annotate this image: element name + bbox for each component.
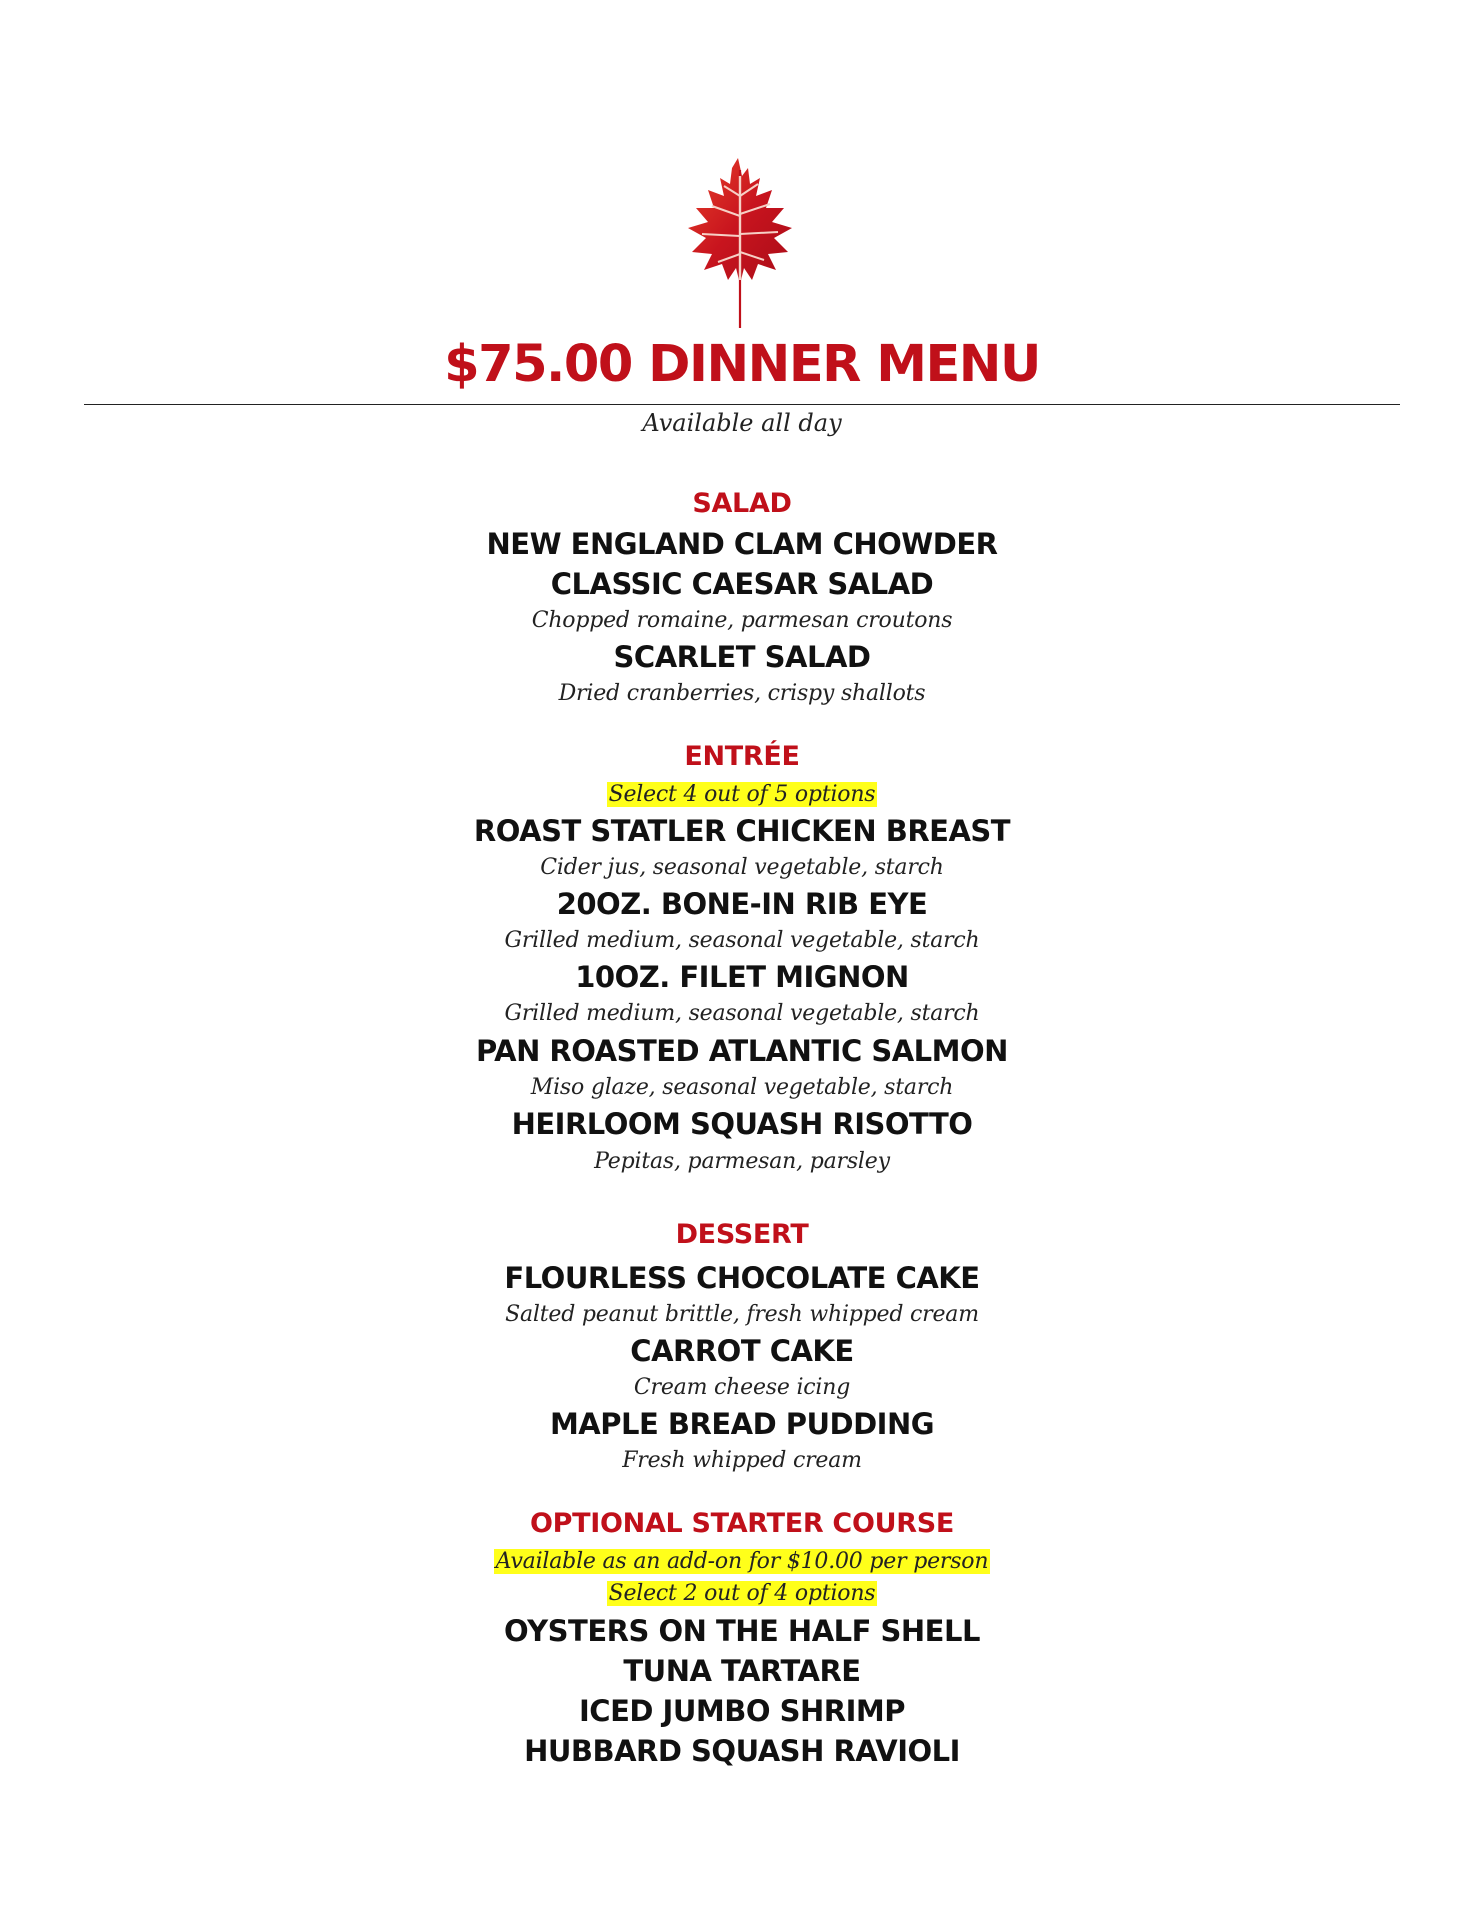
dessert-item-chocolate-cake: FLOURLESS CHOCOLATE CAKE	[504, 1261, 980, 1295]
salad-heading: SALAD	[692, 488, 792, 519]
red-oak-leaf-icon	[680, 156, 800, 331]
entree-item-risotto-desc: Pepitas, parmesan, parsley	[594, 1149, 890, 1174]
menu-title: $75.00 DINNER MENU	[444, 335, 1040, 394]
dessert-item-carrot-cake: CARROT CAKE	[630, 1334, 854, 1368]
entree-item-filet: 10OZ. FILET MIGNON	[575, 960, 909, 994]
entree-item-risotto: HEIRLOOM SQUASH RISOTTO	[511, 1107, 973, 1141]
starter-heading: OPTIONAL STARTER COURSE	[529, 1508, 955, 1539]
starter-note-select-text: Select 2 out of 4 options	[608, 1581, 876, 1606]
starter-item-tuna: TUNA TARTARE	[623, 1654, 861, 1688]
dessert-heading: DESSERT	[675, 1219, 809, 1250]
salad-item-scarlet: SCARLET SALAD	[613, 640, 871, 674]
salad-item-caesar-desc: Chopped romaine, parmesan croutons	[531, 608, 953, 633]
entree-item-chicken-desc: Cider jus, seasonal vegetable, starch	[540, 855, 944, 880]
starter-item-shrimp: ICED JUMBO SHRIMP	[579, 1694, 905, 1728]
starter-item-oysters: OYSTERS ON THE HALF SHELL	[504, 1614, 980, 1648]
dessert-item-bread-pudding: MAPLE BREAD PUDDING	[549, 1407, 935, 1441]
entree-note	[0, 775, 1484, 815]
dessert-item-carrot-cake-desc: Cream cheese icing	[633, 1375, 851, 1400]
entree-item-salmon-desc: Miso glaze, seasonal vegetable, starch	[530, 1075, 954, 1100]
salad-item-clam-chowder: NEW ENGLAND CLAM CHOWDER	[486, 527, 998, 561]
dessert-item-bread-pudding-desc: Fresh whipped cream	[622, 1448, 862, 1473]
entree-note-text: Select 4 out of 5 options	[608, 782, 876, 807]
entree-item-rib-eye: 20OZ. BONE-IN RIB EYE	[556, 887, 928, 921]
dessert-item-chocolate-cake-desc: Salted peanut brittle, fresh whipped cream	[505, 1302, 979, 1327]
menu-subtitle: Available all day	[642, 409, 842, 437]
starter-item-ravioli: HUBBARD SQUASH RAVIOLI	[524, 1734, 960, 1768]
starter-note-select	[0, 1574, 1484, 1614]
salad-item-scarlet-desc: Dried cranberries, crispy shallots	[558, 681, 926, 706]
entree-item-filet-desc: Grilled medium, seasonal vegetable, starch	[504, 1001, 980, 1026]
salad-item-caesar: CLASSIC CAESAR SALAD	[550, 567, 934, 601]
entree-item-salmon: PAN ROASTED ATLANTIC SALMON	[476, 1034, 1008, 1068]
entree-heading: ENTRÉE	[684, 741, 800, 772]
entree-item-rib-eye-desc: Grilled medium, seasonal vegetable, starch	[504, 928, 980, 953]
entree-item-chicken: ROAST STATLER CHICKEN BREAST	[473, 814, 1011, 848]
starter-note-price-text: Available as an add-on for $10.00 per person	[495, 1549, 989, 1574]
